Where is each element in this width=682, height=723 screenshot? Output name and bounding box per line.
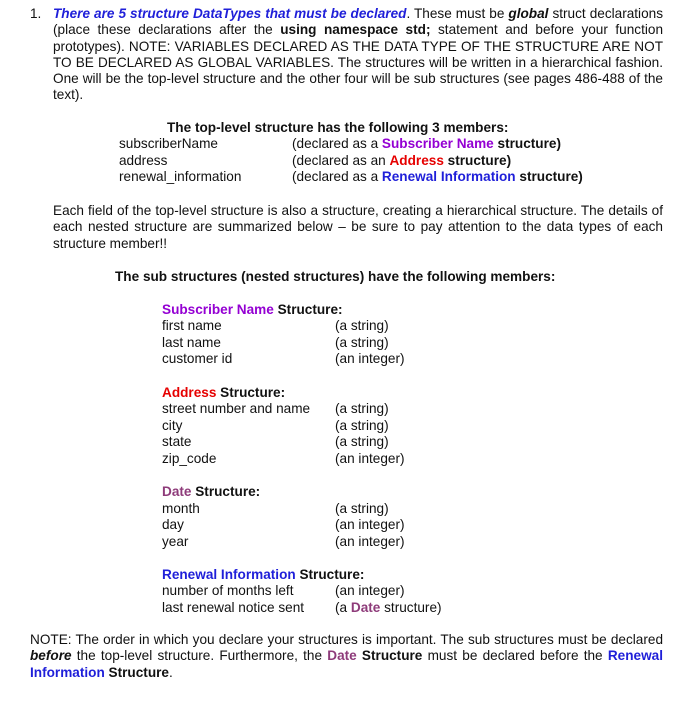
- date-row-name: day: [162, 517, 184, 532]
- subscriber-row-type: (a string): [335, 318, 389, 333]
- date-row-type: (an integer): [335, 517, 405, 532]
- date-row-type: (a string): [335, 501, 389, 516]
- top-member-desc-3: (declared as a Renewal Information structure): [292, 169, 583, 184]
- date-row-name: year: [162, 534, 189, 549]
- address-row-type: (a string): [335, 434, 389, 449]
- renewal-row-name: last renewal notice sent: [162, 600, 305, 615]
- middle-paragraph: Each field of the top-level structure is also a structure, creating a hierarchical structure. The details of each nested structure are summarized below – be sure to pay attention to the data types of each structure member!!: [53, 203, 663, 251]
- subscriber-row-type: (an integer): [335, 351, 405, 366]
- intro-text-3: statement and before your function prototypes). NOTE: VARIABLES DECLARED AS THE DATA TYPE OF THE STRUCTURE ARE NOT TO BE DECLARED AS GLOBAL VARIABLES. The structures will be written in a hierarchical fashion. One will be the top-level structure and the other four will be sub structures (see pages 486-488 of the text).: [53, 22, 664, 103]
- intro-lead: There are 5 structure DataTypes that must be declared: [53, 6, 407, 21]
- before-emphasis: before: [30, 648, 72, 664]
- date-row-type: (an integer): [335, 534, 405, 549]
- item-number: 1.: [30, 6, 42, 21]
- using-namespace: using namespace std;: [280, 22, 431, 38]
- address-row-name: zip_code: [162, 451, 217, 466]
- address-structure-title: Address Structure:: [162, 385, 286, 400]
- subscriber-row-type: (a string): [335, 335, 389, 350]
- address-row-type: (an integer): [335, 451, 405, 466]
- intro-text-2: struct declarations (place these declarations after the: [53, 6, 663, 38]
- address-row-name: city: [162, 418, 183, 433]
- address-row-type: (a string): [335, 401, 389, 416]
- subscriber-row-name: customer id: [162, 351, 233, 366]
- intro-paragraph: [53, 6, 663, 104]
- renewal-row-type: (an integer): [335, 583, 405, 598]
- top-member-name-3: renewal_information: [119, 169, 242, 184]
- address-row-name: state: [162, 434, 192, 449]
- date-row-name: month: [162, 501, 200, 516]
- renewal-row-type: (a Date structure): [335, 600, 442, 615]
- subscriber-structure-title: Subscriber Name Structure:: [162, 302, 343, 317]
- top-member-name-1: subscriberName: [119, 136, 218, 151]
- date-structure-title: Date Structure:: [162, 484, 261, 499]
- top-level-heading: The top-level structure has the following 3 members:: [167, 120, 509, 135]
- subscriber-row-name: last name: [162, 335, 221, 350]
- top-member-name-2: address: [119, 153, 168, 168]
- top-member-desc-2: (declared as an Address structure): [292, 153, 512, 168]
- sub-structures-heading: The sub structures (nested structures) have the following members:: [115, 269, 556, 284]
- intro-text-1: . These must be: [406, 6, 509, 21]
- renewal-structure-title: Renewal Information Structure:: [162, 567, 365, 582]
- subscriber-row-name: first name: [162, 318, 222, 333]
- global-keyword: global: [508, 6, 549, 21]
- address-row-type: (a string): [335, 418, 389, 433]
- note-paragraph: NOTE: The order in which you declare your structures is important. The sub structures must be declared before the top-level structure. Furthermore, the Date Structure must be declared before the Renewal Information Structure.: [30, 632, 663, 680]
- renewal-row-name: number of months left: [162, 583, 294, 598]
- top-member-desc-1: (declared as a Subscriber Name structure): [292, 136, 561, 151]
- address-row-name: street number and name: [162, 401, 311, 416]
